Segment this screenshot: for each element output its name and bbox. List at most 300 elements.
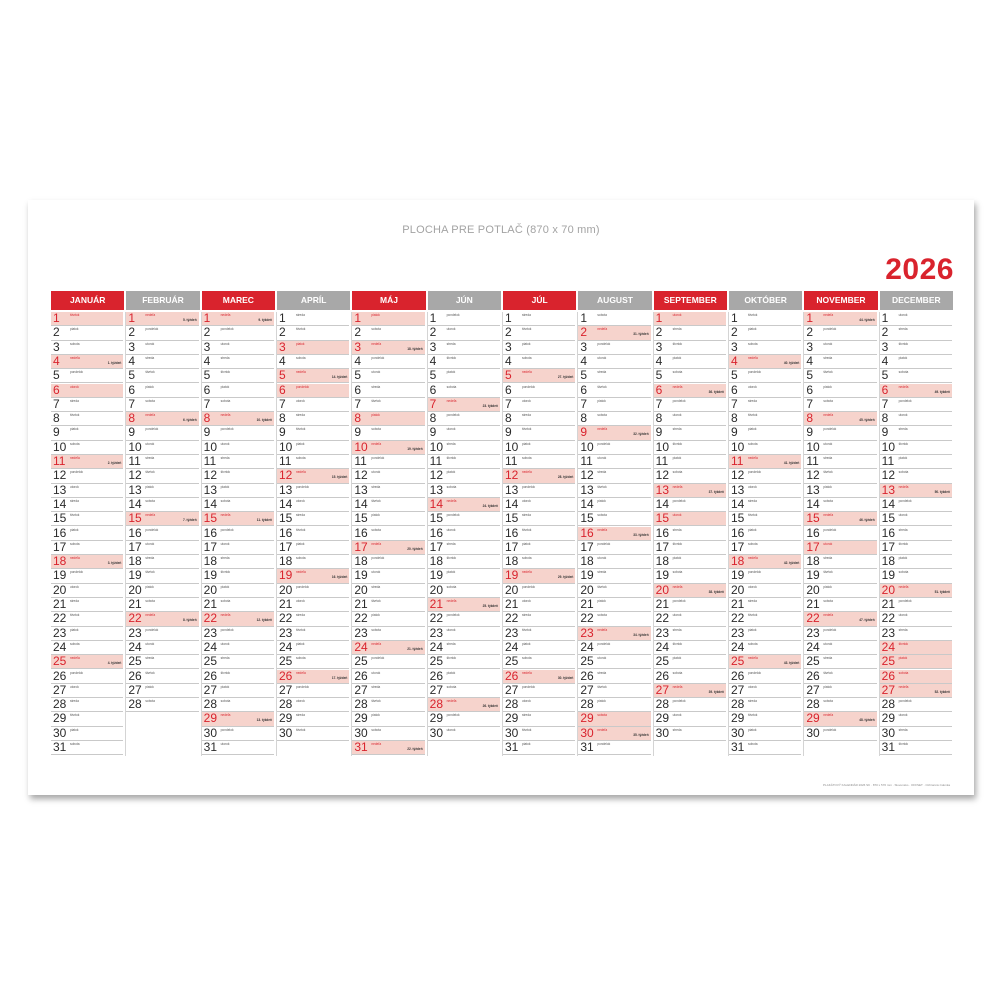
day-cell: [51, 441, 123, 455]
weekday-name: pondelok: [220, 427, 234, 432]
day-number: 29: [279, 711, 293, 726]
day-cell: [51, 326, 123, 340]
day-cell: [503, 641, 575, 655]
day-cell: [277, 612, 349, 626]
weekday-name: streda: [597, 670, 607, 675]
day-number: 2: [655, 325, 663, 340]
weekday-name: streda: [371, 684, 381, 689]
day-cell: [51, 426, 123, 440]
day-cell: [804, 455, 876, 469]
day-cell: [503, 441, 575, 455]
day-number: 16: [881, 525, 896, 540]
day-number: 8: [354, 411, 362, 426]
day-number: 4: [731, 353, 738, 368]
day-number: 6: [128, 382, 136, 397]
weekday-name: nedeľa: [70, 355, 80, 360]
day-cell: [654, 584, 726, 598]
day-cell: [428, 398, 500, 412]
weekday-name: nedeľa: [672, 384, 683, 389]
weekday-name: utorok: [446, 627, 456, 632]
weekday-name: pondelok: [672, 398, 686, 403]
week-number: 6. týždeň: [183, 418, 197, 423]
day-number: 30: [505, 725, 519, 740]
day-number: 10: [203, 439, 218, 454]
weekday-name: utorok: [296, 498, 305, 503]
day-cell: [352, 527, 424, 541]
day-cell: [578, 441, 650, 455]
day-number: 9: [203, 425, 211, 440]
weekday-name: streda: [220, 656, 230, 661]
day-cell: [503, 369, 575, 383]
day-cell: [277, 412, 349, 426]
day-number: 22: [731, 611, 745, 626]
day-number: 22: [881, 611, 896, 626]
weekday-name: streda: [823, 656, 833, 661]
day-number: 26: [203, 668, 218, 683]
day-cell: [202, 384, 274, 398]
day-number: 16: [128, 525, 142, 540]
day-number: 30: [806, 725, 820, 740]
day-number: 18: [580, 554, 594, 569]
day-cell: [804, 555, 876, 569]
day-number: 3: [881, 339, 889, 354]
day-number: 26: [731, 668, 745, 683]
day-cell: [804, 412, 876, 426]
day-cell: [51, 641, 123, 655]
day-cell: [352, 684, 424, 698]
day-number: 28: [429, 697, 444, 712]
day-number: 19: [354, 568, 368, 583]
day-cell: [428, 369, 500, 383]
day-number: 19: [279, 568, 293, 583]
weekday-name: streda: [70, 498, 79, 503]
weekday-name: pondelok: [522, 484, 535, 489]
weekday-name: nedeľa: [296, 470, 306, 475]
weekday-name: utorok: [446, 727, 456, 732]
day-cell: [126, 684, 198, 698]
day-cell: [880, 312, 952, 326]
day-cell: [51, 512, 123, 526]
weekday-name: nedeľa: [522, 470, 532, 475]
weekday-name: pondelok: [371, 355, 385, 360]
weekday-name: utorok: [296, 599, 305, 603]
weekday-name: pondelok: [371, 456, 385, 460]
day-number: 7: [128, 396, 136, 411]
day-cell: [880, 684, 952, 698]
day-cell: [428, 655, 500, 669]
day-cell: [277, 469, 349, 483]
weekday-name: štvrtok: [823, 670, 833, 675]
day-cell: [126, 584, 198, 598]
day-cell: [578, 541, 650, 555]
weekday-name: pondelok: [823, 727, 837, 732]
weekday-name: pondelok: [823, 627, 837, 632]
weekday-name: utorok: [446, 327, 456, 332]
day-number: 29: [429, 711, 444, 726]
day-number: 26: [279, 668, 293, 683]
weekday-name: štvrtok: [220, 370, 231, 375]
weekday-name: štvrtok: [70, 513, 80, 518]
weekday-name: štvrtok: [145, 370, 155, 375]
weekday-name: sobota: [70, 742, 80, 746]
weekday-name: pondelok: [145, 427, 159, 432]
weekday-name: pondelok: [823, 327, 837, 332]
day-number: 13: [881, 482, 896, 497]
day-cell: [880, 369, 952, 383]
day-cell: [277, 712, 349, 726]
weekday-name: sobota: [597, 413, 607, 418]
weekday-name: piatok: [597, 498, 606, 503]
weekday-name: streda: [898, 727, 908, 732]
weekday-name: streda: [597, 470, 607, 475]
weekday-name: utorok: [296, 699, 305, 704]
day-number: 1: [505, 311, 512, 325]
weekday-name: nedeľa: [371, 742, 382, 746]
day-cell: [578, 369, 650, 383]
week-number: 2. týždeň: [107, 461, 122, 465]
weekday-name: sobota: [522, 556, 532, 561]
weekday-name: sobota: [898, 470, 909, 475]
day-number: 28: [279, 697, 293, 712]
day-number: 30: [203, 725, 218, 740]
day-cell: [729, 355, 801, 369]
day-cell: [804, 670, 876, 684]
day-cell: [578, 484, 650, 498]
weekday-name: streda: [898, 527, 908, 532]
weekday-name: sobota: [446, 684, 457, 689]
week-number: 36. týždeň: [708, 389, 724, 394]
day-cell: [880, 469, 952, 483]
day-number: 29: [881, 711, 896, 726]
day-number: 5: [279, 368, 286, 383]
day-cell: [729, 455, 801, 469]
day-number: 26: [655, 668, 670, 683]
day-cell: [654, 498, 726, 512]
day-cell: [880, 741, 952, 755]
weekday-name: piatok: [145, 584, 154, 589]
day-cell: [428, 712, 500, 726]
day-cell: [654, 341, 726, 355]
weekday-name: piatok: [296, 441, 305, 446]
day-number: 22: [655, 611, 670, 626]
weekday-name: piatok: [446, 670, 456, 675]
day-cell: [880, 698, 952, 712]
day-number: 12: [655, 468, 670, 483]
day-cell: [428, 326, 500, 340]
week-number: 24. týždeň: [482, 503, 498, 508]
weekday-name: piatok: [898, 556, 908, 561]
month-header: NOVEMBER: [804, 291, 877, 310]
day-cell: [880, 512, 952, 526]
day-number: 3: [806, 339, 814, 354]
footer-imprint: PLAKÁTOVÝ KALENDÁR 2026 SK · 870 x 570 mm · Slovensko · OFFSET · Ochranná známka: [823, 783, 950, 787]
weekday-name: utorok: [597, 656, 607, 661]
week-number: 1. týždeň: [107, 360, 122, 365]
day-cell: [503, 312, 575, 326]
weekday-name: nedeľa: [220, 613, 231, 618]
day-number: 18: [279, 554, 293, 569]
day-cell: [352, 555, 424, 569]
weekday-name: streda: [371, 484, 381, 489]
day-number: 27: [53, 682, 67, 697]
day-number: 17: [354, 539, 368, 554]
day-cell: [428, 727, 500, 741]
day-number: 14: [806, 496, 820, 511]
day-cell: [654, 712, 726, 726]
weekday-name: piatok: [296, 541, 305, 546]
day-cell: [880, 426, 952, 440]
day-number: 15: [429, 511, 444, 526]
day-number: 6: [881, 382, 889, 397]
day-cell: [277, 555, 349, 569]
day-number: 15: [203, 511, 218, 526]
day-cell: [277, 326, 349, 340]
day-cell: [880, 441, 952, 455]
weekday-name: utorok: [220, 441, 230, 446]
day-number: 3: [655, 339, 663, 354]
day-number: 7: [505, 396, 512, 411]
day-cell: [880, 598, 952, 612]
weekday-name: utorok: [145, 341, 155, 346]
day-number: 17: [429, 539, 444, 554]
day-number: 31: [53, 740, 67, 754]
week-number: 18. týždeň: [407, 346, 423, 351]
day-number: 6: [203, 382, 211, 397]
day-number: 20: [128, 582, 142, 597]
day-number: 13: [279, 482, 293, 497]
weekday-name: štvrtok: [371, 699, 381, 704]
day-cell: [126, 455, 198, 469]
day-cell: [202, 655, 274, 669]
weekday-name: sobota: [748, 742, 758, 746]
day-cell: [804, 541, 876, 555]
day-cell: [51, 412, 123, 426]
day-number: 2: [731, 325, 738, 340]
weekday-name: nedeľa: [446, 699, 457, 704]
week-number: 42. týždeň: [783, 561, 800, 566]
day-cell: [880, 584, 952, 598]
day-number: 13: [354, 482, 368, 497]
weekday-name: pondelok: [446, 613, 460, 618]
day-number: 17: [881, 539, 896, 554]
weekday-name: nedeľa: [296, 570, 306, 575]
day-cell: [277, 455, 349, 469]
day-cell: [804, 426, 876, 440]
day-cell: [352, 741, 424, 755]
day-cell: [503, 584, 575, 598]
day-number: 3: [354, 339, 362, 354]
day-number: 14: [731, 496, 745, 511]
day-cell: [578, 341, 650, 355]
day-number: 1: [806, 311, 814, 325]
day-number: 1: [279, 311, 286, 325]
weekday-name: pondelok: [748, 570, 761, 575]
weekday-name: piatok: [823, 584, 832, 589]
weekday-name: piatok: [220, 384, 230, 389]
day-number: 16: [505, 525, 519, 540]
day-number: 12: [806, 468, 820, 483]
day-cell: [352, 441, 424, 455]
day-cell: [804, 655, 876, 669]
day-number: 8: [429, 411, 437, 426]
weekday-name: nedeľa: [597, 527, 608, 532]
weekday-name: piatok: [898, 456, 908, 460]
week-number: 43. týždeň: [783, 661, 800, 666]
day-cell: [202, 527, 274, 541]
weekday-name: utorok: [70, 384, 79, 389]
day-number: 8: [53, 411, 60, 426]
day-number: 20: [53, 582, 67, 597]
day-cell: [202, 441, 274, 455]
day-number: 10: [881, 439, 896, 454]
day-number: 30: [731, 725, 745, 740]
day-number: 23: [128, 625, 142, 640]
day-number: 6: [279, 382, 286, 397]
day-number: 25: [53, 654, 67, 669]
day-number: 13: [655, 482, 670, 497]
day-cell: [880, 355, 952, 369]
day-cell: [578, 312, 650, 326]
weekday-name: nedeľa: [296, 370, 306, 375]
day-number: 5: [580, 368, 588, 383]
day-number: 9: [53, 425, 60, 440]
weekday-name: piatok: [823, 484, 832, 489]
day-cell: [503, 527, 575, 541]
day-number: 21: [203, 597, 218, 611]
day-cell: [51, 398, 123, 412]
day-cell: [202, 555, 274, 569]
weekday-name: streda: [70, 599, 79, 603]
day-number: 14: [203, 496, 218, 511]
day-cell: [578, 498, 650, 512]
day-number: 22: [505, 611, 519, 626]
weekday-name: piatok: [70, 627, 79, 632]
week-number: 28. týždeň: [557, 475, 574, 480]
weekday-name: pondelok: [898, 398, 912, 403]
weekday-name: piatok: [296, 341, 305, 346]
week-number: 16. týždeň: [331, 575, 348, 580]
day-number: 13: [580, 482, 594, 497]
weekday-name: pondelok: [296, 584, 309, 589]
day-number: 1: [53, 311, 60, 325]
weekday-name: streda: [446, 541, 456, 546]
weekday-name: štvrtok: [522, 427, 532, 432]
day-number: 13: [53, 482, 67, 497]
month-header: SEPTEMBER: [654, 291, 727, 310]
day-number: 10: [655, 439, 670, 454]
day-cell: [352, 455, 424, 469]
day-number: 27: [806, 682, 820, 697]
day-cell: [578, 398, 650, 412]
weekday-name: štvrtok: [672, 341, 683, 346]
day-cell: [804, 384, 876, 398]
day-number: 29: [53, 711, 67, 726]
weekday-name: štvrtok: [220, 470, 231, 475]
day-number: 30: [279, 725, 293, 740]
week-number: 47. týždeň: [859, 618, 875, 623]
day-number: 24: [279, 639, 293, 654]
day-number: 10: [731, 439, 745, 454]
day-number: 5: [128, 368, 136, 383]
day-number: 19: [128, 568, 142, 583]
weekday-name: štvrtok: [220, 570, 231, 575]
day-number: 22: [203, 611, 218, 626]
weekday-name: streda: [145, 456, 155, 460]
day-cell: [880, 455, 952, 469]
day-cell: [51, 727, 123, 741]
weekday-name: streda: [371, 384, 381, 389]
week-number: 26. týždeň: [482, 704, 498, 709]
day-number: 20: [731, 582, 745, 597]
weekday-name: nedeľa: [70, 656, 80, 661]
day-cell: [277, 641, 349, 655]
day-number: 12: [505, 468, 519, 483]
day-cell: [51, 741, 123, 755]
day-number: 17: [203, 539, 218, 554]
day-number: 28: [731, 697, 745, 712]
day-number: 6: [505, 382, 512, 397]
day-cell: [729, 684, 801, 698]
weekday-name: streda: [296, 513, 305, 518]
weekday-name: piatok: [371, 413, 380, 418]
day-number: 16: [53, 525, 67, 540]
day-number: 29: [203, 711, 218, 726]
day-cell: [654, 369, 726, 383]
weekday-name: nedeľa: [597, 427, 608, 432]
day-number: 8: [203, 411, 211, 426]
day-number: 1: [128, 311, 136, 325]
day-cell: [804, 398, 876, 412]
day-number: 3: [731, 339, 738, 354]
weekday-name: nedeľa: [371, 341, 382, 346]
day-cell: [126, 498, 198, 512]
month-header: JÚL: [503, 291, 576, 310]
day-number: 1: [731, 311, 738, 325]
day-number: 20: [806, 582, 820, 597]
week-number: 41. týždeň: [783, 461, 800, 465]
weekday-name: utorok: [220, 541, 230, 546]
weekday-name: piatok: [371, 513, 380, 518]
weekday-name: pondelok: [522, 384, 535, 389]
day-number: 12: [881, 468, 896, 483]
day-number: 10: [354, 439, 368, 454]
week-number: 5. týždeň: [183, 318, 197, 322]
day-number: 23: [354, 625, 368, 640]
weekday-name: utorok: [823, 641, 833, 646]
day-cell: [51, 355, 123, 369]
weekday-name: utorok: [898, 613, 908, 618]
day-cell: [804, 627, 876, 641]
weekday-name: piatok: [220, 584, 230, 589]
day-cell: [202, 541, 274, 555]
weekday-name: štvrtok: [898, 641, 909, 646]
day-cell: [51, 527, 123, 541]
month-header: JANUÁR: [51, 291, 124, 310]
day-cell: [729, 441, 801, 455]
weekday-name: nedeľa: [220, 713, 231, 718]
weekday-name: utorok: [371, 570, 381, 575]
day-cell: [352, 498, 424, 512]
weekday-name: piatok: [522, 641, 531, 646]
weekday-name: sobota: [145, 699, 155, 704]
weekday-name: streda: [145, 656, 155, 661]
day-number: 15: [580, 511, 594, 526]
day-cell: [51, 584, 123, 598]
day-number: 9: [881, 425, 889, 440]
day-number: 30: [655, 725, 670, 740]
day-cell: [352, 541, 424, 555]
day-cell: [202, 698, 274, 712]
